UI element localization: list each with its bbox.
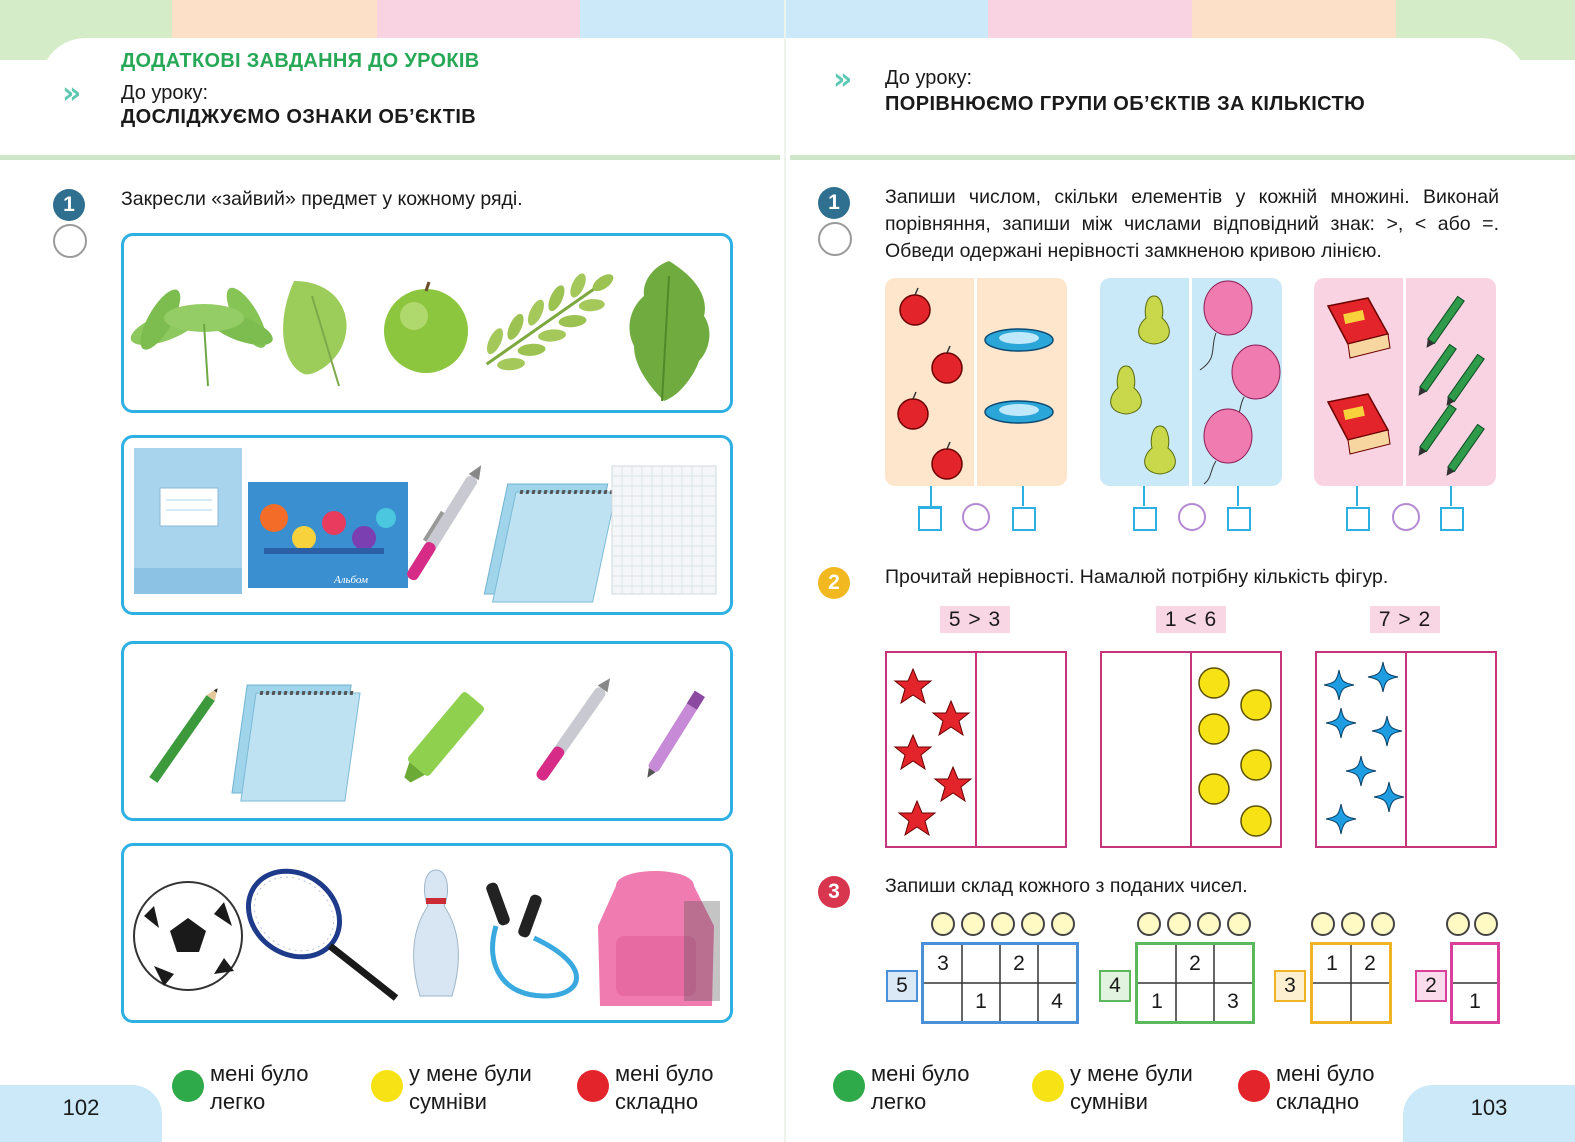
left-header-rule [0,155,780,160]
pears-balloons-image [1100,278,1282,486]
answer-box[interactable] [1227,507,1251,531]
grid-cell[interactable]: 3 [937,952,949,975]
lesson-title-left: ДОСЛІДЖУЄМО ОЗНАКИ ОБ’ЄКТІВ [121,106,477,128]
grid-cell[interactable]: 1 [1326,952,1338,975]
pear-icon [1145,426,1176,474]
yellow-circle-icon [1241,750,1271,780]
soccer-ball-icon [134,882,242,990]
connector-line [1450,486,1452,506]
easy-label: мені було легко [871,1061,970,1114]
number-box-4: 4 [1099,970,1131,1002]
composition-grid-2 [1450,942,1500,1024]
book-icon [1328,394,1390,454]
task-number-badge: 1 [53,189,85,221]
answer-box[interactable] [1440,507,1464,531]
number-dot [1137,912,1161,936]
pencil-icon [1443,424,1484,478]
red-stars-image [887,653,975,846]
writing-tools-row-image [124,644,730,818]
grid-cell[interactable]: 3 [1227,990,1239,1013]
answer-box[interactable] [1012,507,1036,531]
number-dot [1341,912,1365,936]
pen-icon [402,460,487,582]
grid-cell[interactable]: 2 [1013,952,1025,975]
notepad-icon [231,685,361,801]
doubts-indicator-dot[interactable] [371,1070,403,1102]
linden-leaf-icon [283,281,346,386]
album-label: Альбом [334,574,369,586]
chevron-icon: » [833,62,844,97]
chevron-icon: » [62,76,73,111]
notebook-icon [134,448,242,594]
easy-label: мені було легко [210,1061,309,1114]
number-box-5: 5 [886,970,918,1002]
pencil-icon [1415,404,1456,458]
self-check-circle[interactable] [53,224,87,258]
lesson-prefix-right: До уроку: [885,67,973,89]
draw-box-divider [1405,653,1407,846]
chestnut-leaf-icon [127,282,277,386]
red-star-icon [899,801,935,835]
comparison-sign-circle[interactable] [1178,503,1206,531]
composition-grid-3 [1310,942,1392,1024]
grid-paper-icon [612,466,716,594]
inequality-label: 5 > 3 [940,606,1010,633]
number-dot [1371,912,1395,936]
yellow-circle-icon [1241,690,1271,720]
connector-line [1143,486,1145,506]
pencil-icon [1415,344,1456,398]
pear-icon [1139,296,1170,344]
blue-star-icon [1326,708,1356,738]
set-panel-pears-balloons [1100,278,1282,486]
grid-cell[interactable]: 2 [1364,952,1376,975]
blue-star-icon [1346,756,1376,786]
number-dot [961,912,985,936]
draw-box-blue-stars [1315,651,1497,848]
number-dot [1311,912,1335,936]
blue-star-icon [1368,662,1398,692]
hard-indicator-dot[interactable] [577,1070,609,1102]
doubts-label: у мене були сумніви [409,1061,532,1114]
bowling-pin-icon [414,870,459,996]
easy-indicator-dot[interactable] [172,1070,204,1102]
stationery-row-image [124,438,730,612]
composition-grid-5 [921,942,1079,1024]
backpack-icon [598,871,720,1006]
pencil-icon [149,685,221,782]
row-frame-sport [121,843,733,1023]
task2-instruction: Прочитай нерівності. Намалюй потрібну кількість фігур. [885,566,1389,588]
blue-star-icon [1324,670,1354,700]
connector-line [930,486,932,506]
answer-box[interactable] [1133,507,1157,531]
balloon-icon [1204,409,1252,484]
number-dot [1446,912,1470,936]
composition-grid-4 [1135,942,1255,1024]
oak-leaf-icon [629,261,709,401]
task3-instruction: Запиши склад кожного з поданих чисел. [885,875,1248,897]
apple-icon [932,442,962,479]
task-number-badge: 3 [818,876,850,908]
marker-icon [642,691,705,781]
page-gutter [784,0,786,1142]
number-dot [931,912,955,936]
number-box-2: 2 [1415,970,1447,1002]
red-star-icon [933,701,969,735]
apples-plates-image [885,278,1067,486]
draw-box-red-stars [885,651,1067,848]
number-dot [1167,912,1191,936]
set-panel-books-pencils [1314,278,1496,486]
yellow-circle-icon [1199,714,1229,744]
draw-box-divider [975,653,977,846]
red-star-icon [895,669,931,703]
number-dot [1021,912,1045,936]
pencil-icon [1443,354,1484,408]
doubts-indicator-dot[interactable] [1032,1070,1064,1102]
grid-cell[interactable]: 4 [1051,990,1063,1013]
number-dot [1474,912,1498,936]
book-icon [1328,298,1390,358]
answer-box[interactable] [918,507,942,531]
answer-box[interactable] [1346,507,1370,531]
doubts-label: у мене були сумніви [1070,1061,1193,1114]
pencil-icon [1423,296,1464,350]
self-check-circle[interactable] [818,222,852,256]
hard-indicator-dot[interactable] [1238,1070,1270,1102]
connector-line [1022,486,1024,506]
grid-cell[interactable]: 1 [1469,990,1481,1013]
number-dot [1051,912,1075,936]
task1-instruction-left: Закресли «зайвий» предмет у кожному ряді. [121,188,523,210]
number-dot [1227,912,1251,936]
connector-line [1356,486,1358,506]
pen-icon [535,675,615,783]
easy-indicator-dot[interactable] [833,1070,865,1102]
right-header-rule [790,155,1575,160]
sport-row-image [124,846,730,1020]
tennis-racket-icon [232,854,396,998]
hard-label: мені було складно [615,1061,714,1114]
blue-star-icon [1372,716,1402,746]
blue-stars-image [1317,653,1405,846]
lesson-title-right: ПОРІВНЮЄМО ГРУПИ ОБ’ЄКТІВ ЗА КІЛЬКІСТЮ [885,93,1366,115]
comparison-sign-circle[interactable] [1392,503,1420,531]
notepad-icon [483,484,618,602]
blue-star-icon [1326,804,1356,834]
grid-cell[interactable]: 2 [1189,952,1201,975]
blue-star-icon [1374,782,1404,812]
yellow-circle-icon [1199,668,1229,698]
row-frame-stationery [121,435,733,615]
apple-icon [932,346,962,383]
grid-cell[interactable]: 1 [1151,990,1163,1013]
leaves-row-image [124,236,730,410]
hard-label: мені було складно [1276,1061,1375,1114]
number-dot [991,912,1015,936]
apple-icon [898,392,928,429]
section-title: ДОДАТКОВІ ЗАВДАННЯ ДО УРОКІВ [121,50,480,72]
album-icon [248,482,408,588]
yellow-circle-icon [1199,774,1229,804]
number-dot [1197,912,1221,936]
page-number-left: 102 [0,1085,162,1142]
plate-icon [985,401,1053,423]
apple-icon [900,288,930,325]
pear-icon [1111,366,1142,414]
set-panel-apples-plates [885,278,1067,486]
task-number-badge: 2 [818,567,850,599]
row-frame-leaves [121,233,733,413]
row-frame-writing-tools [121,641,733,821]
rowan-leaf-icon [472,254,628,385]
grid-cell[interactable]: 1 [975,990,987,1013]
books-pencils-image [1314,278,1496,486]
red-star-icon [895,735,931,769]
inequality-label: 1 < 6 [1156,606,1226,633]
draw-box-yellow-circles [1100,651,1282,848]
lesson-prefix-left: До уроку: [121,82,209,104]
yellow-circle-icon [1241,806,1271,836]
jump-rope-icon [485,881,577,996]
plate-icon [985,329,1053,351]
task-number-badge: 1 [818,187,850,219]
task1-instruction-right: Запиши числом, скільки елементів у кожній множині. Виконай порівняння, запиши між числами відповідний знак: >, < або =. Обведи одержані нерівності замкненою кривою лінією. [885,186,1499,262]
connector-line [1237,486,1239,506]
yellow-circles-image [1192,653,1280,846]
page-number-right: 103 [1403,1085,1575,1142]
red-star-icon [935,767,971,801]
comparison-sign-circle[interactable] [962,503,990,531]
highlighter-icon [397,691,486,789]
number-box-3: 3 [1274,970,1306,1002]
green-apple-icon [384,282,468,373]
inequality-label: 7 > 2 [1370,606,1440,633]
